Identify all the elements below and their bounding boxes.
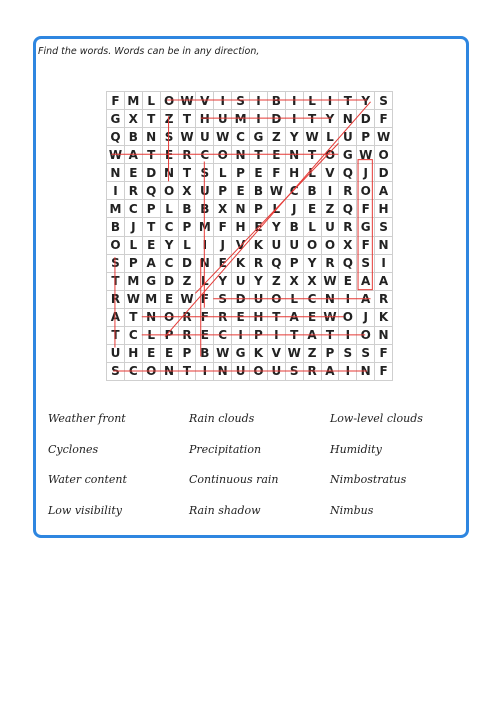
grid-letter: V <box>322 164 340 182</box>
grid-letter: D <box>357 110 375 128</box>
grid-letter: A <box>286 309 304 327</box>
grid-letter: J <box>357 309 375 327</box>
grid-letter: J <box>125 218 143 236</box>
grid-letter: O <box>250 363 268 381</box>
grid-letter: D <box>161 273 179 291</box>
word-list-item: Weather front <box>48 412 126 425</box>
grid-letter: N <box>107 164 125 182</box>
grid-letter: F <box>357 237 375 255</box>
grid-letter: D <box>179 255 197 273</box>
word-list <box>48 412 448 534</box>
grid-letter: L <box>143 92 161 110</box>
grid-letter: O <box>214 146 232 164</box>
grid-letter: I <box>268 327 286 345</box>
grid-letter: W <box>214 345 232 363</box>
word-list-item: Humidity <box>330 442 382 456</box>
grid-letter: E <box>250 164 268 182</box>
grid-letter: N <box>161 164 179 182</box>
grid-letter: R <box>214 309 232 327</box>
grid-letter: W <box>125 291 143 309</box>
grid-letter: V <box>268 345 286 363</box>
grid-letter: T <box>179 110 197 128</box>
grid-letter: V <box>232 237 250 255</box>
grid-letter: W <box>322 273 340 291</box>
grid-letter: R <box>339 182 357 200</box>
grid-letter: P <box>286 255 304 273</box>
grid-letter: P <box>143 200 161 218</box>
grid-letter: I <box>339 327 357 345</box>
grid-letter: U <box>107 345 125 363</box>
grid-letter: K <box>375 309 393 327</box>
grid-letter: G <box>357 218 375 236</box>
grid-letter: G <box>143 273 161 291</box>
grid-letter: S <box>375 218 393 236</box>
grid-letter: W <box>107 146 125 164</box>
grid-letter: Y <box>161 237 179 255</box>
grid-letter: O <box>161 182 179 200</box>
grid-letter: C <box>125 200 143 218</box>
grid-letter: H <box>232 218 250 236</box>
grid-letter: R <box>179 146 197 164</box>
grid-letter: W <box>357 146 375 164</box>
grid-letter: U <box>196 182 214 200</box>
grid-letter: X <box>179 182 197 200</box>
grid-letter: R <box>179 309 197 327</box>
grid-letter: S <box>232 92 250 110</box>
word-list-item: Water content <box>48 473 127 486</box>
grid-letter: H <box>250 309 268 327</box>
grid-letter: A <box>125 146 143 164</box>
grid-letter: X <box>286 273 304 291</box>
grid-letter: J <box>286 200 304 218</box>
word-list-item: Nimbostratus <box>330 473 407 486</box>
grid-letter: B <box>107 218 125 236</box>
grid-letter: F <box>375 110 393 128</box>
grid-letter: T <box>107 327 125 345</box>
grid-letter: W <box>179 291 197 309</box>
grid-letter: Q <box>268 255 286 273</box>
grid-letter: B <box>179 200 197 218</box>
grid-letter: E <box>214 255 232 273</box>
grid-letter: A <box>375 273 393 291</box>
grid-letter: W <box>375 128 393 146</box>
grid-letter: U <box>196 128 214 146</box>
grid-letter: N <box>143 309 161 327</box>
grid-letter: O <box>161 309 179 327</box>
grid-letter: C <box>304 291 322 309</box>
grid-letter: N <box>375 327 393 345</box>
grid-letter: Q <box>143 182 161 200</box>
grid-letter: I <box>250 92 268 110</box>
grid-letter: S <box>286 363 304 381</box>
grid-letter: Z <box>161 110 179 128</box>
grid-letter: N <box>232 200 250 218</box>
grid-letter: G <box>339 146 357 164</box>
grid-letter: W <box>179 92 197 110</box>
grid-letter: Y <box>304 255 322 273</box>
grid-letter: E <box>125 164 143 182</box>
grid-letter: L <box>161 200 179 218</box>
grid-letter: O <box>322 237 340 255</box>
grid-letter: B <box>268 92 286 110</box>
grid-letter: G <box>232 345 250 363</box>
grid-letter: I <box>286 92 304 110</box>
word-list-item: Rain clouds <box>189 412 255 425</box>
grid-letter: R <box>304 363 322 381</box>
grid-letter: Y <box>268 218 286 236</box>
grid-letter: C <box>125 363 143 381</box>
grid-letter: G <box>250 128 268 146</box>
grid-letter: C <box>286 182 304 200</box>
grid-letter: R <box>375 291 393 309</box>
grid-letter: Y <box>286 128 304 146</box>
grid-letter: M <box>125 273 143 291</box>
grid-letter: W <box>268 182 286 200</box>
grid-letter: X <box>339 237 357 255</box>
grid-letter: P <box>322 345 340 363</box>
grid-letter: M <box>143 291 161 309</box>
grid-letter: N <box>214 363 232 381</box>
grid-letter: T <box>304 146 322 164</box>
grid-letter: I <box>286 110 304 128</box>
grid-letter: N <box>375 237 393 255</box>
grid-letter: A <box>375 182 393 200</box>
grid-letter: O <box>304 237 322 255</box>
grid-letter: L <box>322 128 340 146</box>
grid-letter: N <box>143 128 161 146</box>
grid-letter: L <box>304 92 322 110</box>
grid-letter: T <box>125 309 143 327</box>
grid-letter: I <box>250 110 268 128</box>
grid-letter: I <box>375 255 393 273</box>
grid-letter: T <box>143 146 161 164</box>
grid-letter: T <box>179 164 197 182</box>
grid-letter: E <box>304 200 322 218</box>
grid-letter: R <box>250 255 268 273</box>
grid-letter: M <box>107 200 125 218</box>
grid-letter: E <box>232 182 250 200</box>
grid-letter: C <box>161 218 179 236</box>
grid-letter: M <box>232 110 250 128</box>
grid-letter: A <box>107 309 125 327</box>
grid-letter: W <box>322 309 340 327</box>
grid-letter: A <box>304 327 322 345</box>
grid-letter: S <box>107 363 125 381</box>
grid-letter: L <box>286 291 304 309</box>
grid-letter: B <box>250 182 268 200</box>
grid-letter: N <box>357 363 375 381</box>
grid-letter: X <box>214 200 232 218</box>
grid-letter: Q <box>107 128 125 146</box>
grid-letter: E <box>339 273 357 291</box>
grid-letter: N <box>196 255 214 273</box>
grid-letter: E <box>196 327 214 345</box>
grid-letter: T <box>143 110 161 128</box>
grid-letter: O <box>357 327 375 345</box>
grid-letter: I <box>196 237 214 255</box>
grid-letter: H <box>196 110 214 128</box>
grid-letter: G <box>107 110 125 128</box>
grid-letter: Z <box>304 345 322 363</box>
grid-letter: L <box>143 327 161 345</box>
grid-letter: I <box>322 182 340 200</box>
grid-letter: P <box>214 182 232 200</box>
grid-letter: U <box>250 291 268 309</box>
grid-letter: E <box>232 309 250 327</box>
grid-letter: O <box>143 363 161 381</box>
grid-letter: B <box>196 200 214 218</box>
letter-grid <box>106 91 393 381</box>
grid-letter: O <box>161 92 179 110</box>
word-list-item: Precipitation <box>189 442 262 456</box>
grid-letter: L <box>125 237 143 255</box>
grid-letter: S <box>214 291 232 309</box>
grid-letter: O <box>375 146 393 164</box>
grid-letter: T <box>286 327 304 345</box>
grid-letter: A <box>143 255 161 273</box>
grid-letter: O <box>339 309 357 327</box>
grid-letter: B <box>196 345 214 363</box>
grid-letter: I <box>339 291 357 309</box>
grid-letter: Q <box>339 200 357 218</box>
grid-letter: P <box>179 345 197 363</box>
grid-letter: F <box>196 309 214 327</box>
grid-letter: E <box>161 345 179 363</box>
grid-letter: L <box>304 218 322 236</box>
grid-letter: E <box>250 218 268 236</box>
grid-letter: C <box>196 146 214 164</box>
grid-letter: A <box>322 363 340 381</box>
grid-letter: D <box>375 164 393 182</box>
grid-letter: U <box>232 363 250 381</box>
grid-letter: I <box>232 327 250 345</box>
grid-letter: T <box>339 92 357 110</box>
grid-letter: E <box>143 237 161 255</box>
grid-letter: F <box>357 200 375 218</box>
grid-letter: F <box>268 164 286 182</box>
grid-letter: T <box>179 363 197 381</box>
grid-letter: D <box>232 291 250 309</box>
grid-letter: L <box>304 164 322 182</box>
grid-letter: C <box>161 255 179 273</box>
grid-letter: A <box>357 291 375 309</box>
grid-letter: C <box>125 327 143 345</box>
grid-letter: S <box>357 255 375 273</box>
grid-letter: Z <box>179 273 197 291</box>
grid-letter: Q <box>339 255 357 273</box>
grid-letter: D <box>268 110 286 128</box>
grid-letter: E <box>143 345 161 363</box>
word-list-item: Cyclones <box>48 442 99 456</box>
grid-letter: P <box>161 327 179 345</box>
grid-letter: Q <box>339 164 357 182</box>
grid-letter: C <box>232 128 250 146</box>
grid-letter: T <box>107 273 125 291</box>
grid-letter: L <box>179 237 197 255</box>
grid-letter: K <box>250 237 268 255</box>
word-list-item: Continuous rain <box>189 473 279 486</box>
grid-letter: W <box>304 128 322 146</box>
grid-letter: B <box>125 128 143 146</box>
grid-letter: S <box>357 345 375 363</box>
grid-letter: A <box>357 273 375 291</box>
grid-letter: R <box>179 327 197 345</box>
grid-letter: R <box>107 291 125 309</box>
word-list-item: Nimbus <box>330 503 374 517</box>
grid-letter: Y <box>250 273 268 291</box>
grid-letter: H <box>286 164 304 182</box>
grid-letter: N <box>286 146 304 164</box>
grid-letter: D <box>143 164 161 182</box>
grid-letter: I <box>214 92 232 110</box>
grid-letter: W <box>214 128 232 146</box>
grid-letter: W <box>286 345 304 363</box>
grid-letter: Z <box>268 273 286 291</box>
word-list-item: Rain shadow <box>189 503 261 517</box>
grid-letter: J <box>214 237 232 255</box>
grid-letter: I <box>107 182 125 200</box>
grid-letter: P <box>232 164 250 182</box>
grid-letter: T <box>250 146 268 164</box>
word-list-item: Low-level clouds <box>330 412 423 425</box>
grid-letter: N <box>322 291 340 309</box>
grid-letter: N <box>161 363 179 381</box>
grid-letter: R <box>125 182 143 200</box>
grid-letter: T <box>304 110 322 128</box>
grid-letter: U <box>339 128 357 146</box>
grid-letter: O <box>357 182 375 200</box>
grid-letter: S <box>196 164 214 182</box>
grid-letter: M <box>125 92 143 110</box>
grid-letter: Y <box>214 273 232 291</box>
grid-letter: F <box>196 291 214 309</box>
grid-letter: S <box>161 128 179 146</box>
grid-letter: T <box>322 327 340 345</box>
grid-letter: I <box>196 363 214 381</box>
grid-letter: P <box>125 255 143 273</box>
grid-letter: P <box>179 218 197 236</box>
grid-letter: T <box>143 218 161 236</box>
grid-letter: F <box>107 92 125 110</box>
grid-letter: F <box>214 218 232 236</box>
grid-letter: U <box>232 273 250 291</box>
grid-letter: S <box>375 92 393 110</box>
grid-letter: U <box>268 363 286 381</box>
grid-letter: E <box>268 146 286 164</box>
grid-letter: Y <box>322 110 340 128</box>
grid-letter: F <box>375 345 393 363</box>
grid-letter: C <box>214 327 232 345</box>
grid-letter: X <box>125 110 143 128</box>
grid-letter: Z <box>322 200 340 218</box>
grid-letter: O <box>322 146 340 164</box>
grid-letter: P <box>250 200 268 218</box>
grid-letter: X <box>304 273 322 291</box>
grid-letter: H <box>125 345 143 363</box>
word-search-puzzle <box>106 91 392 380</box>
grid-letter: S <box>107 255 125 273</box>
grid-letter: F <box>375 363 393 381</box>
grid-letter: S <box>339 345 357 363</box>
instructions-text: Find the words. Words can be in any direction, <box>38 46 260 57</box>
grid-letter: N <box>339 110 357 128</box>
grid-letter: L <box>268 200 286 218</box>
grid-letter: E <box>304 309 322 327</box>
grid-letter: P <box>250 327 268 345</box>
grid-letter: L <box>196 273 214 291</box>
grid-letter: B <box>286 218 304 236</box>
grid-letter: I <box>322 92 340 110</box>
grid-letter: B <box>304 182 322 200</box>
grid-letter: J <box>357 164 375 182</box>
grid-letter: T <box>268 309 286 327</box>
grid-letter: N <box>232 146 250 164</box>
grid-letter: O <box>107 237 125 255</box>
grid-letter: U <box>268 237 286 255</box>
grid-letter: U <box>214 110 232 128</box>
word-list-item: Low visibility <box>48 503 122 517</box>
grid-letter: M <box>196 218 214 236</box>
grid-letter: Y <box>357 92 375 110</box>
grid-letter: E <box>161 146 179 164</box>
grid-letter: H <box>375 200 393 218</box>
grid-letter: V <box>196 92 214 110</box>
grid-letter: K <box>250 345 268 363</box>
grid-letter: Z <box>268 128 286 146</box>
grid-letter: U <box>322 218 340 236</box>
grid-letter: K <box>232 255 250 273</box>
grid-letter: R <box>339 218 357 236</box>
grid-letter: R <box>322 255 340 273</box>
grid-letter: U <box>286 237 304 255</box>
grid-letter: L <box>214 164 232 182</box>
grid-letter: W <box>179 128 197 146</box>
grid-letter: O <box>268 291 286 309</box>
grid-letter: I <box>339 363 357 381</box>
grid-letter: P <box>357 128 375 146</box>
grid-letter: E <box>161 291 179 309</box>
